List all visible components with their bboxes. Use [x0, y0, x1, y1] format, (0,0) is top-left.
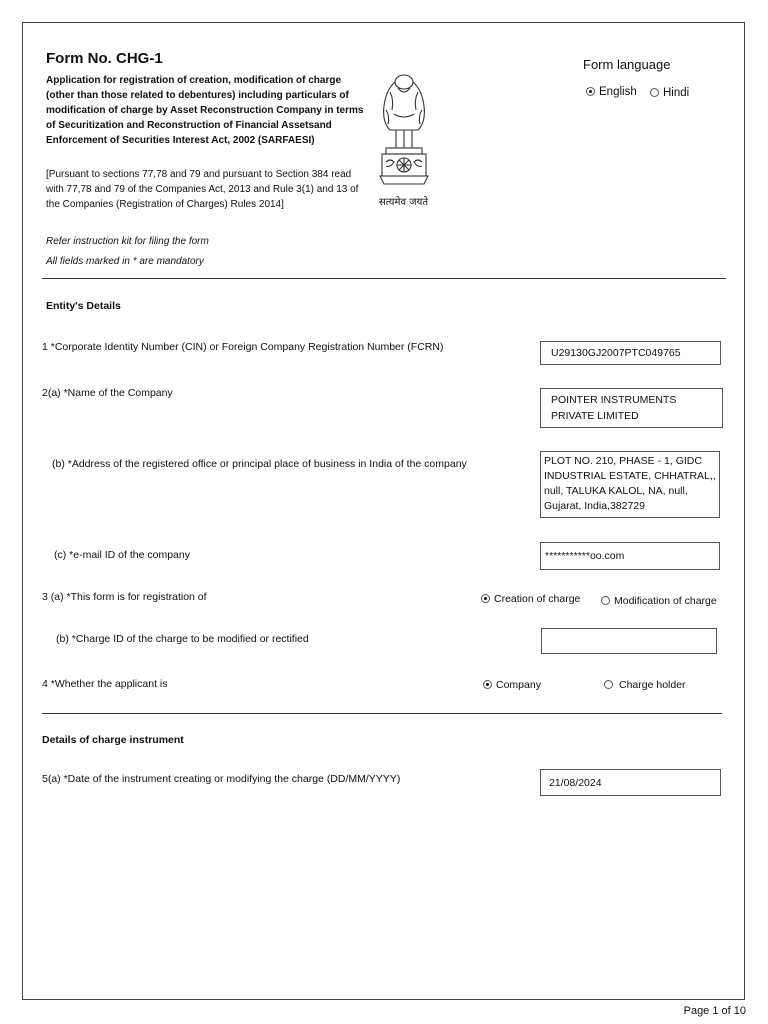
applicant-type-label: 4 *Whether the applicant is — [42, 678, 168, 690]
radio-unselected-icon — [650, 88, 659, 97]
radio-selected-icon — [586, 87, 595, 96]
instrument-date-label: 5(a) *Date of the instrument creating or modifying the charge (DD/MM/YYYY) — [42, 773, 401, 785]
radio-unselected-icon — [604, 680, 613, 689]
address-label: (b) *Address of the registered office or principal place of business in India of the company — [52, 458, 467, 470]
form-number: Form No. CHG-1 — [46, 50, 163, 67]
applicant-charge-holder-radio[interactable]: Charge holder — [604, 679, 686, 691]
cin-label: 1 *Corporate Identity Number (CIN) or Foreign Company Registration Number (FCRN) — [42, 341, 444, 353]
header-divider — [42, 278, 726, 279]
creation-of-charge-radio[interactable]: Creation of charge — [481, 593, 580, 605]
entity-details-heading: Entity's Details — [46, 300, 121, 312]
applicant-company-radio[interactable]: Company — [483, 679, 541, 691]
instrument-date-field[interactable]: 21/08/2024 — [540, 769, 721, 796]
page-number: Page 1 of 10 — [683, 1005, 746, 1017]
form-language-title: Form language — [583, 57, 671, 72]
modification-of-charge-radio[interactable]: Modification of charge — [601, 595, 717, 607]
emblem-motto: सत्यमेव जयते — [379, 197, 429, 208]
address-field[interactable]: PLOT NO. 210, PHASE - 1, GIDC INDUSTRIAL ESTATE, CHHATRAL,, null, TALUKA KALOL, NA, null, Gujarat, India,382729 — [540, 451, 720, 518]
radio-unselected-icon — [601, 596, 610, 605]
instruction-kit-note: Refer instruction kit for filing the form — [46, 236, 209, 247]
company-name-field[interactable]: POINTER INSTRUMENTS PRIVATE LIMITED — [540, 388, 723, 428]
charge-id-field[interactable] — [541, 628, 717, 654]
cin-field[interactable]: U29130GJ2007PTC049765 — [540, 341, 721, 365]
language-english-radio[interactable]: English — [586, 86, 637, 98]
national-emblem-icon — [372, 70, 436, 212]
company-name-label: 2(a) *Name of the Company — [42, 387, 173, 399]
radio-selected-icon — [481, 594, 490, 603]
charge-id-label: (b) *Charge ID of the charge to be modified or rectified — [56, 633, 309, 645]
form-legal-basis: [Pursuant to sections 77,78 and 79 and pursuant to Section 384 read with 77,78 and 79 of the Companies Act, 2013 and Rule 3(1) and 13 of the Companies (Registration of Charges) Rules 2014] — [46, 169, 359, 210]
registration-type-label: 3 (a) *This form is for registration of — [42, 591, 207, 603]
email-label: (c) *e-mail ID of the company — [54, 549, 190, 561]
radio-selected-icon — [483, 680, 492, 689]
charge-instrument-heading: Details of charge instrument — [42, 734, 184, 746]
email-field[interactable]: ***********oo.com — [540, 542, 720, 570]
form-description: Application for registration of creation, modification of charge (other than those related to debentures) including particulars of modification of charge by Asset Reconstruction Company in terms of Securitization and Reconstruction of Financial Assetsand Enforcement of Securities Interest Act, 2002 (SARFAESI) — [46, 75, 364, 146]
section-divider — [42, 713, 722, 714]
language-hindi-radio[interactable]: Hindi — [650, 87, 689, 99]
mandatory-note: All fields marked in * are mandatory — [46, 256, 204, 267]
